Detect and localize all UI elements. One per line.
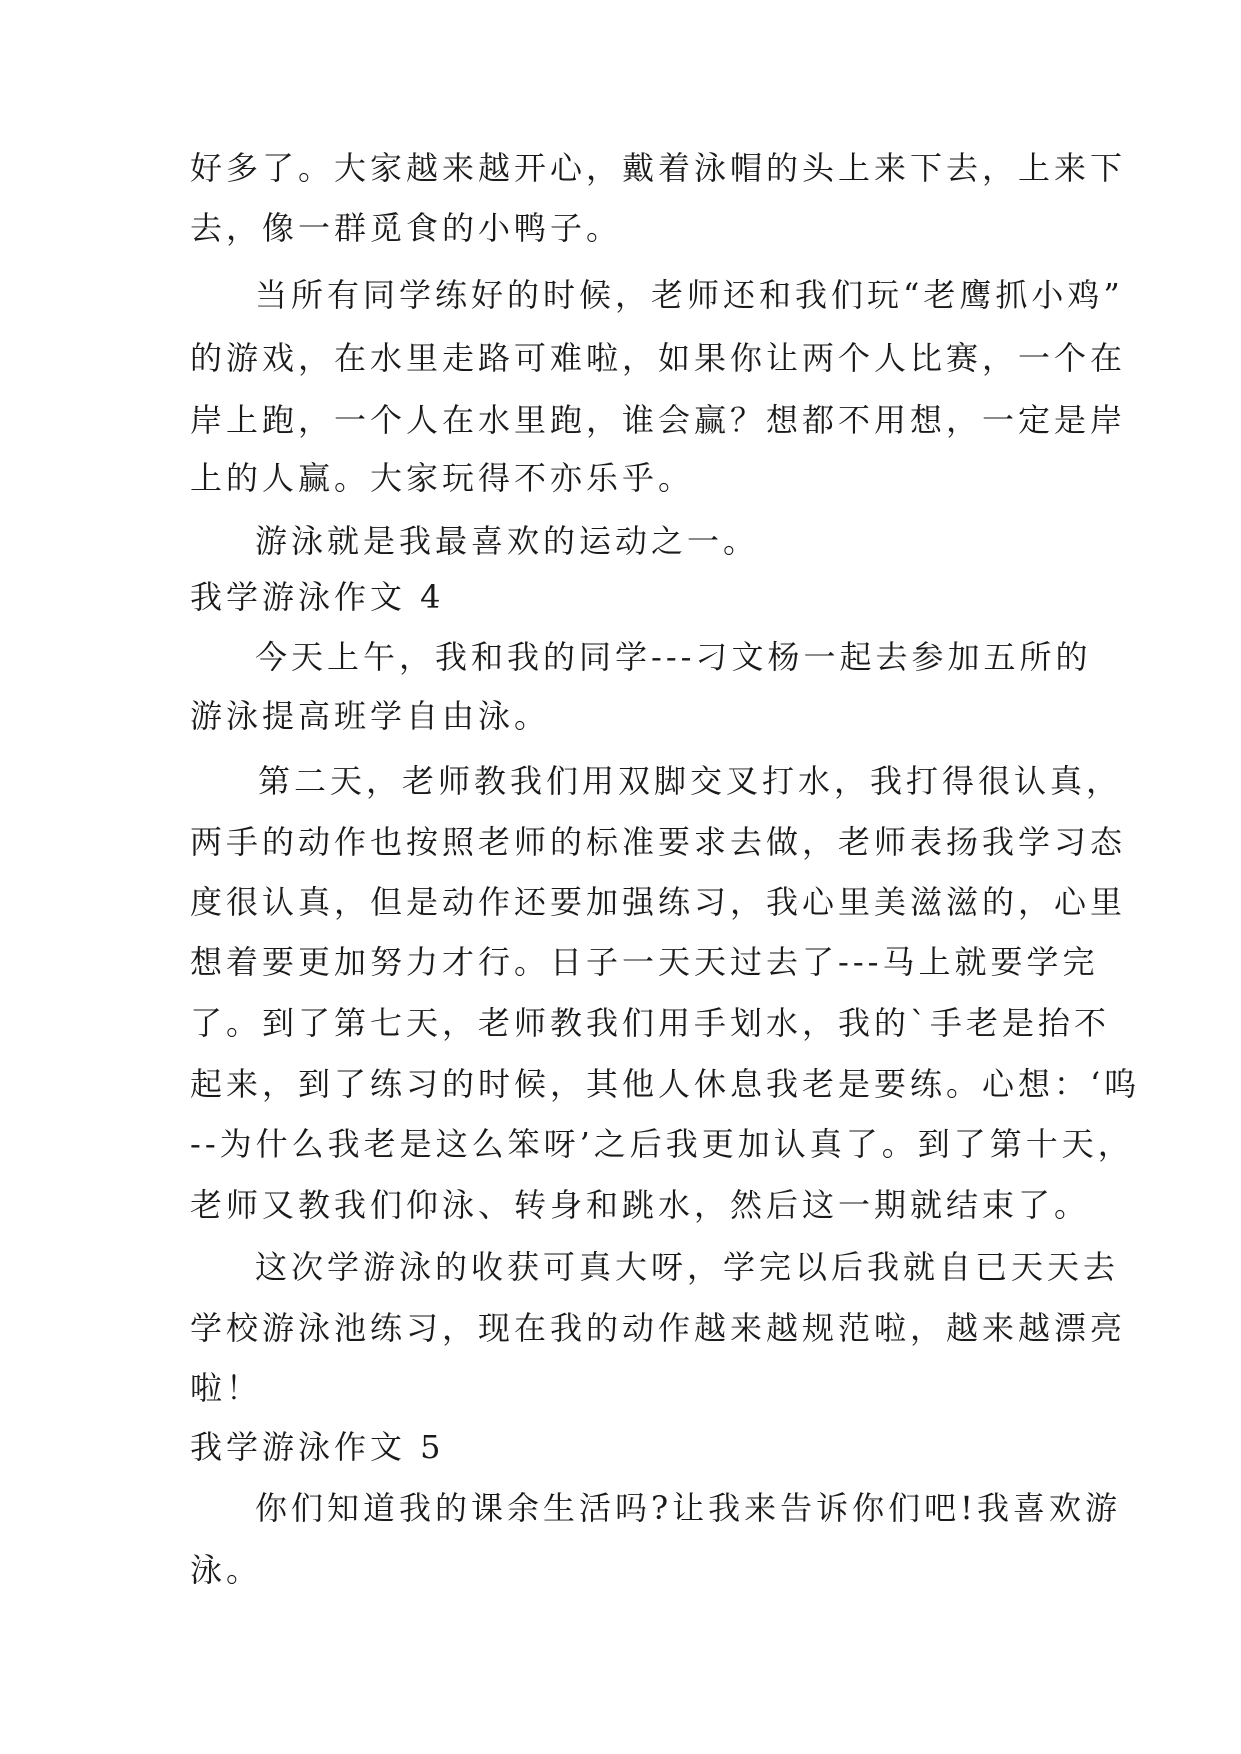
paragraph-first-line: 你们知道我的课余生活吗?让我来告诉你们吧!我喜欢游 [255,1489,1122,1527]
text-line: 度很认真，但是动作还要加强练习，我心里美滋滋的，心里 [190,883,1127,921]
paragraph-first-line: 这次学游泳的收获可真大呀，学完以后我就自已天天去 [255,1248,1120,1286]
text-line: 老师又教我们仰泳、转身和跳水，然后这一期就结束了。 [190,1186,1091,1224]
text-line: 好多了。大家越来越开心，戴着泳帽的头上来下去，上来下 [190,149,1127,187]
paragraph-first-line: 游泳就是我最喜欢的运动之一。 [255,522,760,560]
text-line: 想着要更加努力才行。日子一天天过去了---马上就要学完 [190,943,1099,981]
paragraph-first-line: 第二天，老师教我们用双脚交叉打水，我打得很认真， [258,762,1123,800]
text-line: 学校游泳池练习，现在我的动作越来越规范啦，越来越漂亮 [190,1309,1127,1347]
text-line: 岸上跑，一个人在水里跑，谁会赢？想都不用想，一定是岸 [190,401,1127,439]
paragraph-first-line: 今天上午，我和我的同学---刁文杨一起去参加五所的 [255,638,1092,676]
text-line: 起来，到了练习的时候，其他人休息我老是要练。心想：‘呜 [190,1065,1141,1103]
paragraph-first-line: 当所有同学练好的时候，老师还和我们玩“老鹰抓小鸡” [255,276,1124,314]
text-line: --为什么我老是这么笨呀’之后我更加认真了。到了第十天， [190,1125,1134,1163]
text-line: 了。到了第七天，老师教我们用手划水，我的`手老是抬不 [190,1004,1111,1042]
text-line: 泳。 [190,1551,263,1589]
section-heading: 我学游泳作文 5 [190,1428,445,1466]
section-heading: 我学游泳作文 4 [190,578,445,616]
text-line: 上的人赢。大家玩得不亦乐乎。 [190,459,695,497]
text-line: 两手的动作也按照老师的标准要求去做，老师表扬我学习态 [190,823,1127,861]
text-line: 的游戏，在水里走路可难啦，如果你让两个人比赛，一个在 [190,339,1127,377]
text-line: 啦！ [190,1369,263,1407]
text-line: 游泳提高班学自由泳。 [190,697,551,735]
text-line: 去，像一群觅食的小鸭子。 [190,209,623,247]
